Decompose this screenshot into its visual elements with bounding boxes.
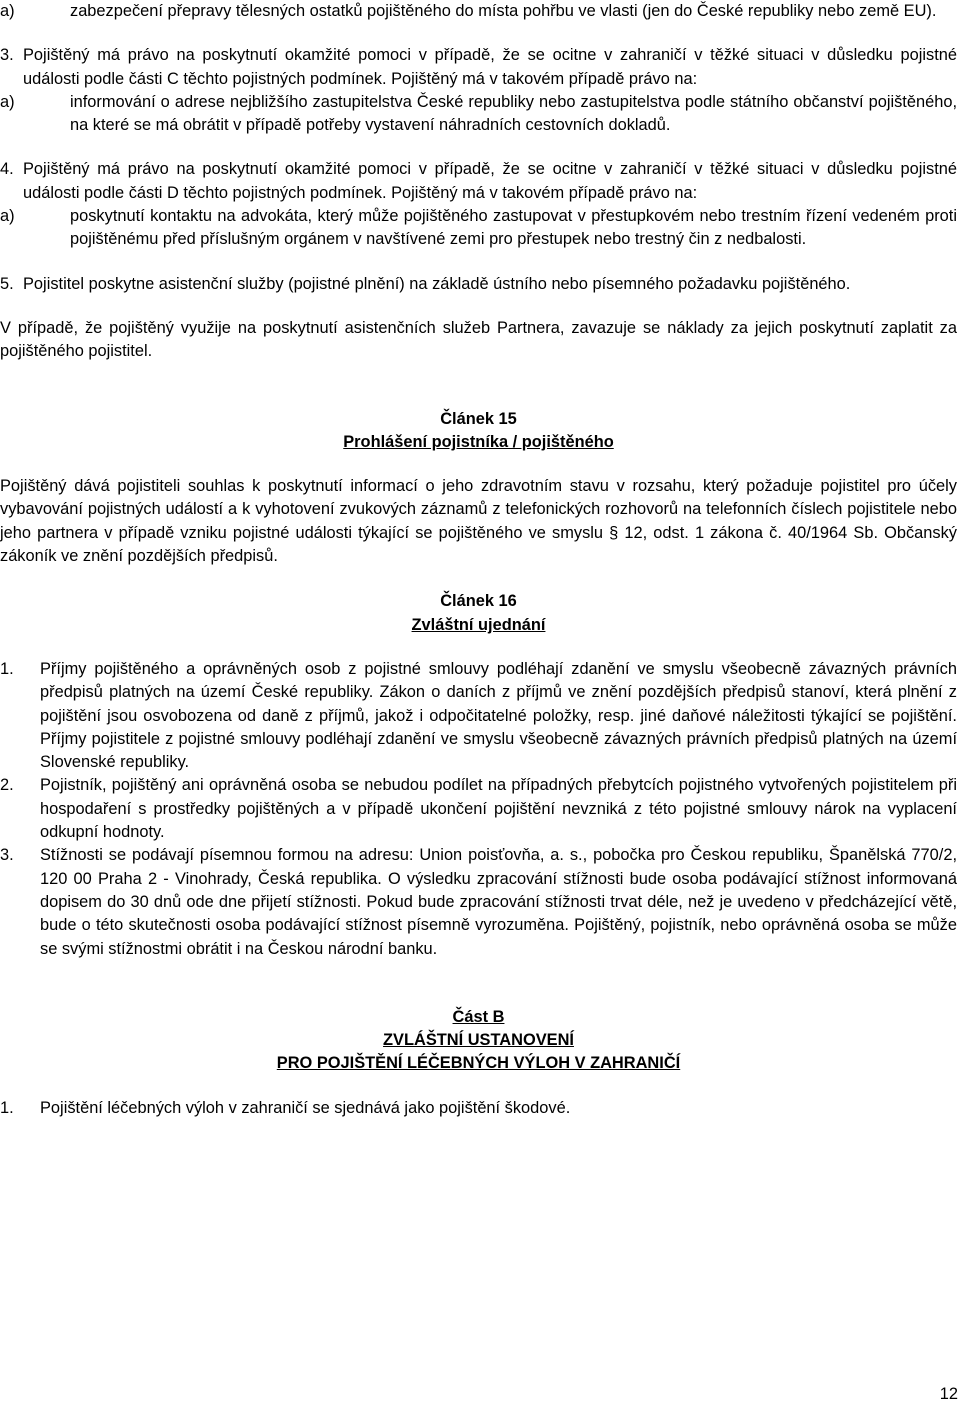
paragraph-number: 5. bbox=[0, 274, 14, 293]
list-text: informování o adrese nejbližšího zastupitelstva České republiky nebo zastupitelstva podle státního občanství pojištěného, na které se má obrátit v případě potřeby vystavení náhradních cestovních dokladů. bbox=[70, 92, 957, 135]
list-item-4a bbox=[0, 205, 957, 252]
item-number: 1. bbox=[0, 1098, 14, 1117]
item-text: Pojistník, pojištěný ani oprávněná osoba se nebudou podílet na případných přebytcích pojistného vytvořených pojistitelem při hospodaření s prostředky pojištěných a v případě ukončení pojištění nevzniká z této pojistné smlouvy nárok na vyplacení odkupní hodnoty. bbox=[40, 776, 957, 842]
list-label: a) bbox=[0, 92, 15, 111]
item-text: Stížnosti se podávají písemnou formou na adresu: Union poisťovňa, a. s., pobočka pro Českou republiku, Španělská 770/2, 120 00 Praha 2 - Vinohrady, Česká republika. O výsledku zpracování stížnosti bude osoba podávající stížnost informovaná dopisem do 30 dnů ode dne přijetí stížnosti. Pokud bude zpracování stížnosti trvat déle, než je uvedeno v předcházející větě, bude o této skutečnosti osoba podávající stížnost písemně vyrozuměna. Pojištěný, pojistník, nebo oprávněná osoba se může se svými stížnostmi obrátit i na Českou národní banku. bbox=[40, 846, 957, 958]
paragraph-4 bbox=[0, 158, 957, 205]
item-number: 1. bbox=[0, 659, 14, 678]
list-label: a) bbox=[0, 207, 15, 226]
paragraph-3 bbox=[0, 44, 957, 91]
page-number: 12 bbox=[939, 1385, 958, 1403]
article-16-subtitle: Zvláštní ujednání bbox=[411, 615, 546, 634]
paragraph-5 bbox=[0, 273, 957, 296]
part-b-subtitle-1: ZVLÁŠTNÍ USTANOVENÍ bbox=[383, 1031, 574, 1050]
item-text: Příjmy pojištěného a oprávněných osob z pojistné smlouvy podléhají zdanění ve smyslu všeobecně závazných právních předpisů platných na území České republiky. Zákon o daních z příjmů ve znění pozdějších předpisů stanoví, která plnění z pojištění jsou osvobozena od daně z příjmů, jakož i odpočitatelné položky, resp. jiné daňové náležitosti týkající se pojištění. Příjmy pojistitele z pojistné smlouvy podléhají zdanění ve smyslu všeobecně závazných právních předpisů platných na území Slovenské republiky. bbox=[40, 659, 957, 772]
item-number: 2. bbox=[0, 776, 14, 795]
part-b-title: Část B bbox=[452, 1007, 505, 1026]
article-16-item-2 bbox=[0, 774, 957, 844]
article-15-subtitle: Prohlášení pojistníka / pojištěného bbox=[343, 432, 614, 451]
article-15-text: Pojištěný dává pojistiteli souhlas k poskytnutí informací o jeho zdravotním stavu v rozsahu, který požaduje pojistitel pro účely vybavování pojistných událostí a k vyhotovení zvukových záznamů z telefonických rozhovorů na telefonních číslech pojistitele nebo jeho partnera v případě vzniku pojistné události týkající se pojištěného ve smyslu § 12, odst. 1 zákona č. 40/1964 Sb. Občanský zákoník ve znění pozdějších předpisů. bbox=[0, 477, 957, 566]
paragraph-number: 4. bbox=[0, 160, 14, 179]
article-15-title: Článek 15 bbox=[440, 409, 517, 428]
paragraph-text: Pojištěný má právo na poskytnutí okamžité pomoci v případě, že se ocitne v zahraničí v těžké situaci v důsledku pojistné události podle části C těchto pojistných podmínek. Pojištěný má v takovém případě právo na: bbox=[23, 46, 957, 88]
item-number: 3. bbox=[0, 846, 14, 865]
article-16-item-3 bbox=[0, 844, 957, 960]
item-text: Pojištění léčebných výloh v zahraničí se sjednává jako pojištění škodové. bbox=[40, 1098, 571, 1117]
list-label: a) bbox=[0, 2, 15, 20]
list-text: zabezpečení přepravy tělesných ostatků pojištěného do místa pohřbu ve vlasti (jen do České republiky nebo země EU). bbox=[70, 2, 937, 20]
list-item-3a bbox=[0, 91, 957, 138]
part-b-item-1 bbox=[0, 1097, 957, 1120]
partner-note: V případě, že pojištěný využije na poskytnutí asistenčních služeb Partnera, zavazuje se náklady za jejich poskytnutí zaplatit za pojištěného pojistitel. bbox=[0, 318, 957, 361]
paragraph-text: Pojištěný má právo na poskytnutí okamžité pomoci v případě, že se ocitne v zahraničí v těžké situaci v důsledku pojistné události podle části D těchto pojistných podmínek. Pojištěný má v takovém případě právo na: bbox=[23, 160, 957, 202]
list-text: poskytnutí kontaktu na advokáta, který může pojištěného zastupovat v přestupkovém nebo trestním řízení vedeném proti pojištěnému před příslušným orgánem v navštívené zemi pro přestupek nebo trestný čin z nedbalosti. bbox=[70, 207, 957, 249]
part-b-subtitle-2: PRO POJIŠTĚNÍ LÉČEBNÝCH VÝLOH V ZAHRANIČÍ bbox=[276, 1054, 681, 1073]
article-16-item-1 bbox=[0, 658, 957, 774]
paragraph-number: 3. bbox=[0, 46, 14, 65]
list-item-top-a bbox=[0, 0, 957, 23]
paragraph-text: Pojistitel poskytne asistenční služby (pojistné plnění) na základě ústního nebo písemného požadavku pojištěného. bbox=[23, 274, 851, 293]
article-16-title: Článek 16 bbox=[440, 592, 517, 611]
